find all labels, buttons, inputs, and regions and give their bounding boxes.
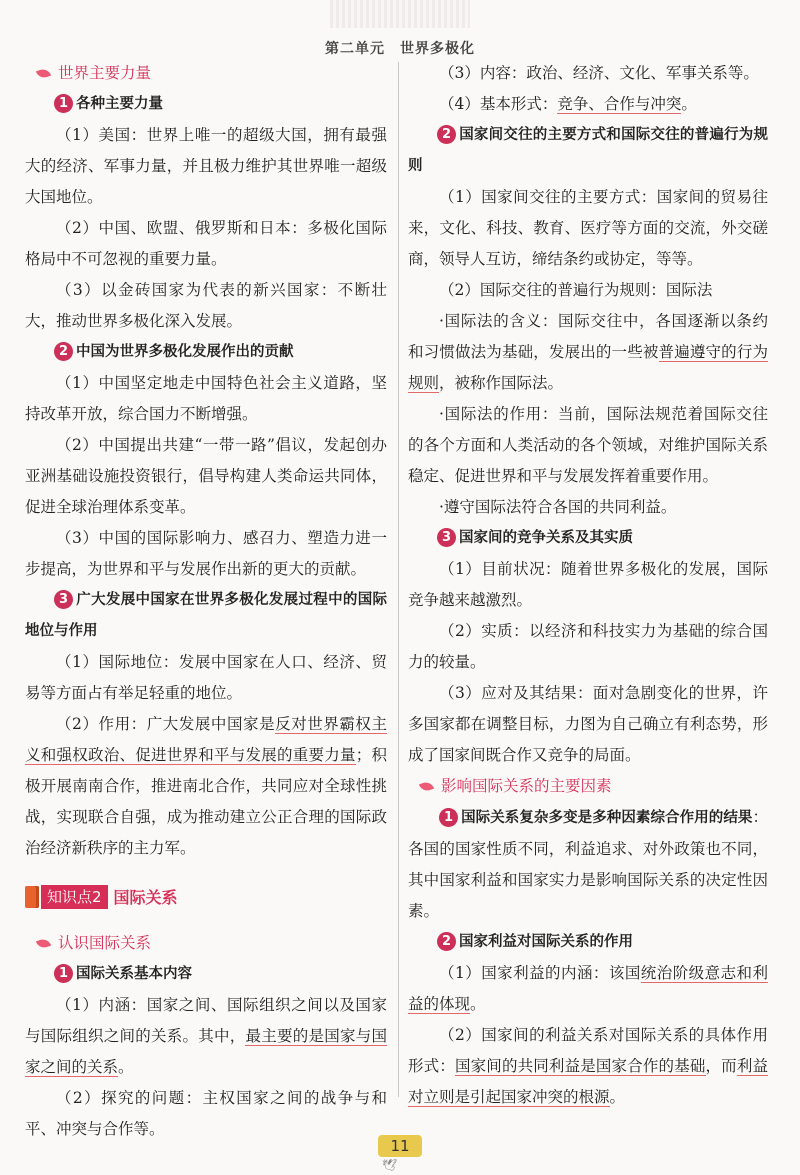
book-icon (25, 886, 39, 908)
left-column (25, 58, 387, 1145)
subheading: 2 国家间交往的主要方式和国际交往的普遍行为规则 (408, 127, 768, 174)
top-decorative-strip (330, 0, 470, 28)
paragraph: （2）国际交往的普遍行为规则：国际法 (439, 281, 713, 299)
section-heading: 世界主要力量 (37, 58, 387, 89)
paragraph: （1）国际地位：发展中国家在人口、经济、贸易等方面占有举足轻重的地位。 (25, 653, 387, 702)
paragraph: 1 国际关系复杂多变是多种因素综合作用的结果：各国的国家性质不同，利益追求、对外政策也不同，其中国家利益和国家实力是影响国际关系的决定性因素。 (408, 808, 768, 920)
paragraph: （1）中国坚定地走中国特色社会主义道路，坚持改革开放，综合国力不断增强。 (25, 374, 387, 423)
knowledge-point-banner (25, 884, 387, 910)
paragraph: （1）内涵：国家之间、国际组织之间以及国家与国际组织之间的关系。其中，最主要的是国家与国家之间的关系。 (25, 996, 387, 1076)
subheading: 2 国家利益对国际关系的作用 (408, 927, 768, 958)
paragraph: （2）中国提出共建“一带一路”倡议，发起创办亚洲基础设施投资银行，倡导构建人类命运共同体，促进全球治理体系变革。 (25, 436, 387, 516)
bird-icon: 🕊 (382, 1158, 398, 1172)
paragraph: （2）作用：广大发展中国家是反对世界霸权主义和强权政治、促进世界和平与发展的重要力量；积极开展南南合作，推进南北合作，共同应对全球性挑战，实现联合自强，成为推动建立公正合理的国际政治经济新秩序的主力军。 (25, 715, 387, 857)
paragraph: （3）中国的国际影响力、感召力、塑造力进一步提高，为世界和平与发展作出新的更大的贡献。 (25, 529, 387, 578)
knowledge-point-tag: 知识点2 (41, 885, 108, 909)
key-point-underline: 统治阶级意志和利益的体现 (408, 964, 768, 1013)
subheading: 1 国际关系基本内容 (25, 959, 387, 990)
section-heading: 认识国际关系 (37, 928, 387, 959)
number-badge: 2 (54, 342, 73, 361)
paragraph: （2）国家间的利益关系对国际关系的具体作用形式：国家间的共同利益是国家合作的基础，而利益对立则是引起国家冲突的根源。 (408, 1026, 768, 1106)
key-point-underline: 普遍遵守的行为规则 (408, 343, 768, 392)
paragraph: （2）实质：以经济和科技实力为基础的综合国力的较量。 (408, 622, 768, 671)
paragraph: （2）探究的问题：主权国家之间的战争与和平、冲突与合作等。 (25, 1089, 387, 1138)
paragraph: （4）基本形式：竞争、合作与冲突。 (439, 95, 697, 113)
number-badge: 1 (54, 964, 73, 983)
column-divider (398, 62, 399, 1097)
paragraph: ·国际法的含义：国际交往中，各国逐渐以条约和习惯做法为基础，发展出的一些被普遍遵守的行为规则，被称作国际法。 (408, 312, 768, 392)
paragraph: （1）国家间交往的主要方式：国家间的贸易往来，文化、科技、教育、医疗等方面的交流，外交磋商，领导人互访，缔结条约或协定，等等。 (408, 188, 768, 268)
paragraph: （3）内容：政治、经济、文化、军事关系等。 (439, 64, 759, 82)
leaf-icon (419, 780, 434, 793)
right-column (408, 58, 768, 1113)
paragraph: （3）应对及其结果：面对急剧变化的世界，许多国家都在调整目标，力图为自己确立有利态势，形成了国家间既合作又竞争的局面。 (408, 684, 768, 764)
key-point-underline: 竞争、合作与冲突 (557, 95, 682, 113)
paragraph: （3）以金砖国家为代表的新兴国家：不断壮大，推动世界多极化深入发展。 (25, 281, 387, 330)
leaf-icon (36, 67, 51, 80)
number-badge: 1 (54, 94, 73, 113)
number-badge: 3 (54, 590, 73, 609)
subheading: 3 广大发展中国家在世界多极化发展过程中的国际地位与作用 (25, 592, 387, 639)
page-number: 11 (378, 1135, 422, 1157)
subheading: 1 各种主要力量 (25, 89, 387, 120)
paragraph: （1）目前状况：随着世界多极化的发展，国际竞争越来越激烈。 (408, 560, 768, 609)
subheading: 3 国家间的竞争关系及其实质 (408, 523, 768, 554)
key-point-underline: 最主要的是国家与国家之间的关系 (25, 1027, 387, 1076)
number-badge: 1 (439, 808, 458, 827)
paragraph: （1）国家利益的内涵：该国统治阶级意志和利益的体现。 (408, 964, 768, 1013)
paragraph: ·国际法的作用：当前，国际法规范着国际交往的各个方面和人类活动的各个领域，对维护国际关系稳定、促进世界和平与发展发挥着重要作用。 (408, 405, 768, 485)
paragraph: （2）中国、欧盟、俄罗斯和日本：多极化国际格局中不可忽视的重要力量。 (25, 219, 387, 268)
number-badge: 2 (437, 932, 456, 951)
subheading: 2 中国为世界多极化发展作出的贡献 (25, 337, 387, 368)
key-point-underline: 利益对立则是引起国家冲突的根源 (408, 1057, 768, 1106)
paragraph: ·遵守国际法符合各国的共同利益。 (439, 498, 677, 516)
key-point-underline: 国家间的共同利益是国家合作的基础 (454, 1057, 706, 1075)
knowledge-point-title: 国际关系 (113, 887, 178, 907)
running-header: 第二单元 世界多极化 (325, 41, 475, 57)
leaf-icon (36, 937, 51, 950)
section-heading: 影响国际关系的主要因素 (420, 771, 768, 802)
number-badge: 2 (437, 125, 456, 144)
paragraph: （1）美国：世界上唯一的超级大国，拥有最强大的经济、军事力量，并且极力维护其世界唯一超级大国地位。 (25, 126, 387, 206)
key-point-underline: 反对世界霸权主义和强权政治、促进世界和平与发展的重要力量 (25, 715, 387, 764)
number-badge: 3 (437, 528, 456, 547)
